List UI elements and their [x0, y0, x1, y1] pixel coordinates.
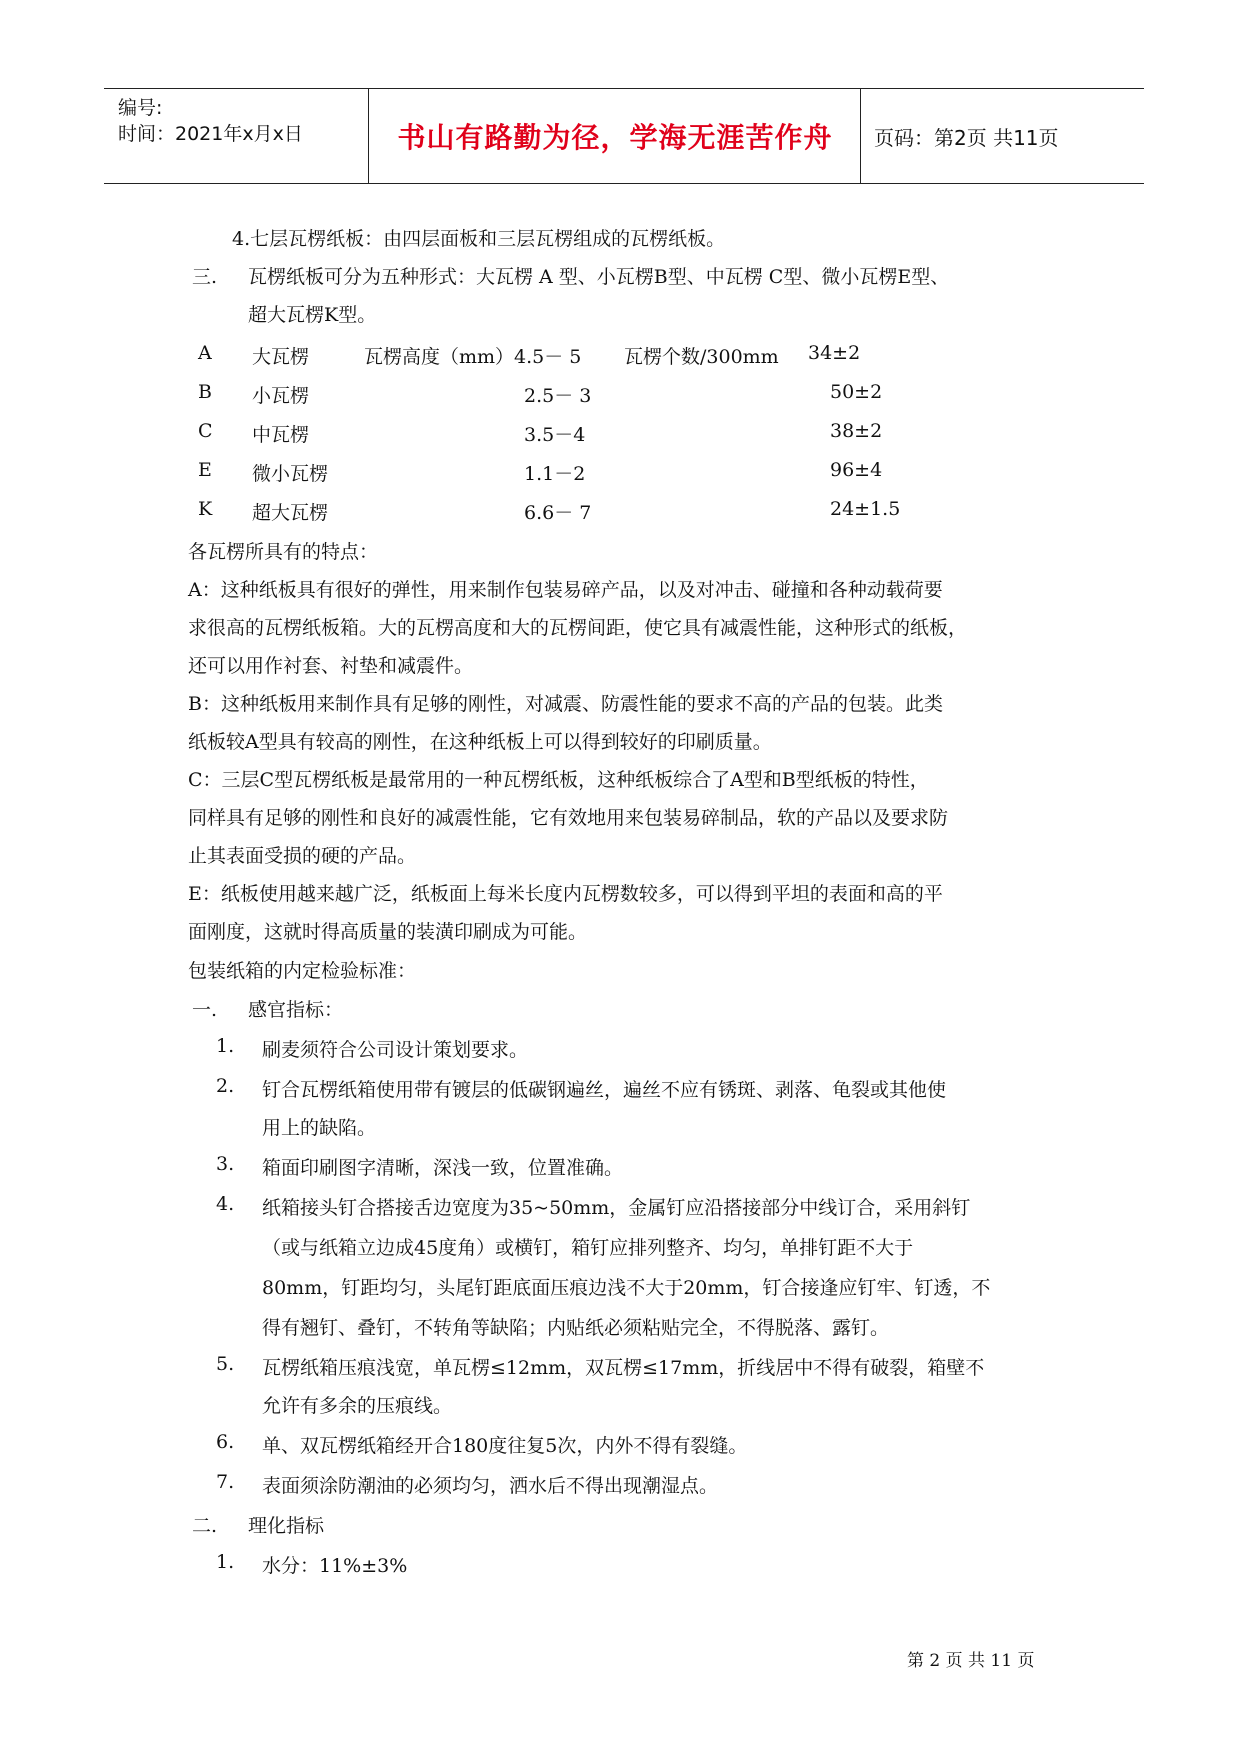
date-label: 时间：2021年x月x日 [118, 123, 303, 145]
flute-name: 中瓦楞 [252, 424, 310, 446]
flute-name: 大瓦楞 [252, 346, 310, 368]
item-text: 允许有多余的压痕线。 [262, 1395, 453, 1417]
text-line: E：纸板使用越来越广泛，纸板面上每米长度内瓦楞数较多，可以得到平坦的表面和高的平 [188, 883, 943, 905]
section-number: 一. [192, 999, 218, 1021]
header-divider [860, 89, 861, 183]
item-number: 5. [216, 1353, 235, 1375]
flute-type: E [198, 459, 212, 481]
header-right-cell [874, 89, 1059, 183]
section-number: 三. [192, 266, 218, 288]
item-text: 表面须涂防潮油的必须均匀，洒水后不得出现潮湿点。 [262, 1475, 719, 1497]
text-line: 还可以用作衬套、衬垫和减震件。 [188, 655, 474, 677]
item-text: 刷麦须符合公司设计策划要求。 [262, 1039, 529, 1061]
flute-height-label: 瓦楞高度（mm）4.5－ 5 [364, 346, 582, 368]
flute-type: C [198, 420, 213, 442]
page-footer: 第 2 页 共 11 页 [907, 1651, 1035, 1671]
header-divider [368, 89, 369, 183]
document-header [104, 88, 1144, 184]
item-number: 6. [216, 1431, 235, 1453]
subsection-heading: 感官指标： [248, 999, 344, 1021]
flute-height: 2.5－ 3 [524, 385, 592, 407]
flute-height: 6.6－ 7 [524, 502, 592, 524]
flute-type: K [198, 498, 213, 520]
item-number: 1. [216, 1035, 235, 1057]
item-text: 用上的缺陷。 [262, 1117, 377, 1139]
flute-name: 超大瓦楞 [252, 502, 329, 524]
flute-type: A [198, 342, 212, 364]
flute-count-label: 瓦楞个数/300mm [624, 346, 779, 368]
text-line: 瓦楞纸板可分为五种形式：大瓦楞 A 型、小瓦楞B型、中瓦楞 C型、微小瓦楞E型、 [248, 266, 950, 288]
text-line: 面刚度，这就时得高质量的装潢印刷成为可能。 [188, 921, 588, 943]
flute-name: 小瓦楞 [252, 385, 310, 407]
item-text: 得有翘钉、叠钉，不转角等缺陷；内贴纸必须粘贴完全，不得脱落、露钉。 [262, 1317, 890, 1339]
item-text: 钉合瓦楞纸箱使用带有镀层的低碳钢遍丝，遍丝不应有锈斑、剥落、龟裂或其他使 [262, 1079, 947, 1101]
item-number: 2. [216, 1075, 235, 1097]
section-number: 二. [192, 1515, 218, 1537]
item-text: 单、双瓦楞纸箱经开合180度往复5次，内外不得有裂缝。 [262, 1435, 748, 1457]
item-text: （或与纸箱立边成45度角）或横钉，箱钉应排列整齐、均匀，单排钉距不大于 [262, 1237, 914, 1259]
flute-count: 38±2 [830, 420, 883, 442]
text-line: B：这种纸板用来制作具有足够的刚性，对减震、防震性能的要求不高的产品的包装。此类 [188, 693, 943, 715]
text-line: 求很高的瓦楞纸板箱。大的瓦楞高度和大的瓦楞间距，使它具有减震性能，这种形式的纸板， [188, 617, 968, 639]
flute-count: 34±2 [808, 342, 861, 364]
flute-height: 1.1－2 [524, 463, 586, 485]
item-text: 瓦楞纸箱压痕浅宽，单瓦楞≤12mm，双瓦楞≤17mm，折线居中不得有破裂，箱壁不 [262, 1357, 985, 1379]
item-number: 7. [216, 1471, 235, 1493]
section-heading: 各瓦楞所具有的特点： [188, 541, 379, 563]
flute-count: 96±4 [830, 459, 883, 481]
item-number: 4. [216, 1193, 235, 1215]
section-heading: 包装纸箱的内定检验标准： [188, 960, 417, 982]
text-line: 超大瓦楞K型。 [248, 304, 377, 326]
header-motto: 书山有路勤为径，学海无涯苦作舟 [397, 121, 833, 154]
text-line: 止其表面受损的硬的产品。 [188, 845, 417, 867]
item-text: 80mm，钉距均匀，头尾钉距底面压痕边浅不大于20mm，钉合接逢应钉牢、钉透，不 [262, 1277, 991, 1299]
item-text: 水分：11%±3% [262, 1555, 408, 1577]
header-center-cell [370, 89, 860, 183]
item-text: 箱面印刷图字清晰，深浅一致，位置准确。 [262, 1157, 624, 1179]
flute-count: 50±2 [830, 381, 883, 403]
item-number: 1. [216, 1551, 235, 1573]
text-line: A：这种纸板具有很好的弹性，用来制作包装易碎产品，以及对冲击、碰撞和各种动载荷要 [188, 579, 943, 601]
subsection-heading: 理化指标 [248, 1515, 325, 1537]
flute-name: 微小瓦楞 [252, 463, 329, 485]
flute-height: 3.5－4 [524, 424, 586, 446]
serial-number-label: 编号: [118, 97, 163, 119]
flute-type: B [198, 381, 212, 403]
text-line: 同样具有足够的刚性和良好的减震性能，它有效地用来包装易碎制品，软的产品以及要求防 [188, 807, 949, 829]
item-number: 3. [216, 1153, 235, 1175]
text-line: C：三层C型瓦楞纸板是最常用的一种瓦楞纸板，这种纸板综合了A型和B型纸板的特性， [188, 769, 929, 791]
flute-count: 24±1.5 [830, 498, 901, 520]
header-left-cell [104, 89, 368, 183]
item-text: 纸箱接头钉合搭接舌边宽度为35~50mm，金属钉应沿搭接部分中线订合，采用斜钉 [262, 1197, 971, 1219]
text-line: 纸板较A型具有较高的刚性，在这种纸板上可以得到较好的印刷质量。 [188, 731, 772, 753]
page-code: 页码：第2页 共11页 [874, 125, 1059, 150]
text-line: 4.七层瓦楞纸板：由四层面板和三层瓦楞组成的瓦楞纸板。 [232, 228, 726, 250]
